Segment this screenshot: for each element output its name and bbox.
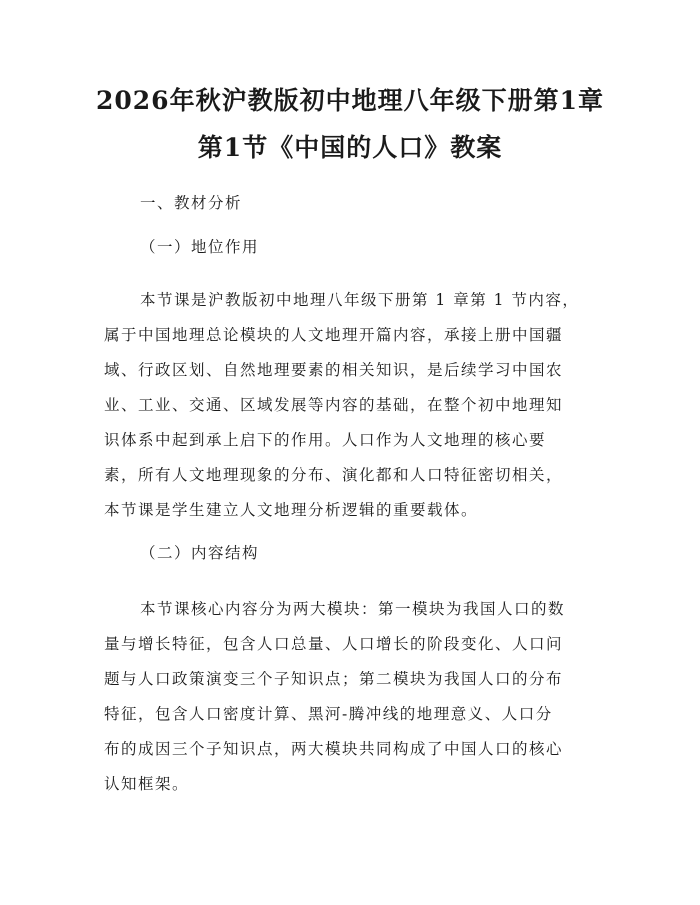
paragraph-line: 素，所有人文地理现象的分布、演化都和人口特征密切相关， (104, 466, 564, 484)
paragraph-role (104, 283, 604, 528)
paragraph-line: 识体系中起到承上启下的作用。人口作为人文地理的核心要 (104, 431, 547, 449)
paragraph-line: 本节课是沪教版初中地理八年级下册第 1 章第 1 节内容， (140, 291, 580, 309)
document-title-line-2: 第1节《中国的人口》教案 (197, 133, 503, 162)
paragraph-line: 认知框架。 (104, 775, 190, 793)
subsection-heading-role: （一）地位作用 (140, 238, 260, 256)
document-title-line-1: 2026年秋沪教版初中地理八年级下册第1章 (96, 86, 604, 115)
paragraph-line: 量与增长特征，包含人口总量、人口增长的阶段变化、人口问 (104, 635, 564, 653)
paragraph-line: 特征，包含人口密度计算、黑河-腾冲线的地理意义、人口分 (104, 705, 553, 723)
paragraph-line: 本节课是学生建立人文地理分析逻辑的重要载体。 (104, 501, 479, 519)
subsection-heading-content-structure: （二）内容结构 (140, 544, 260, 562)
paragraph-line: 属于中国地理总论模块的人文地理开篇内容，承接上册中国疆 (104, 326, 564, 344)
paragraph-line: 业、工业、交通、区域发展等内容的基础，在整个初中地理知 (104, 396, 564, 414)
paragraph-content-structure (104, 592, 604, 802)
section-heading-textbook-analysis: 一、教材分析 (140, 194, 243, 212)
paragraph-line: 布的成因三个子知识点，两大模块共同构成了中国人口的核心 (104, 740, 564, 758)
paragraph-line: 本节课核心内容分为两大模块：第一模块为我国人口的数 (140, 600, 566, 618)
paragraph-line: 题与人口政策演变三个子知识点；第二模块为我国人口的分布 (104, 670, 564, 688)
paragraph-line: 域、行政区划、自然地理要素的相关知识，是后续学习中国农 (104, 361, 564, 379)
